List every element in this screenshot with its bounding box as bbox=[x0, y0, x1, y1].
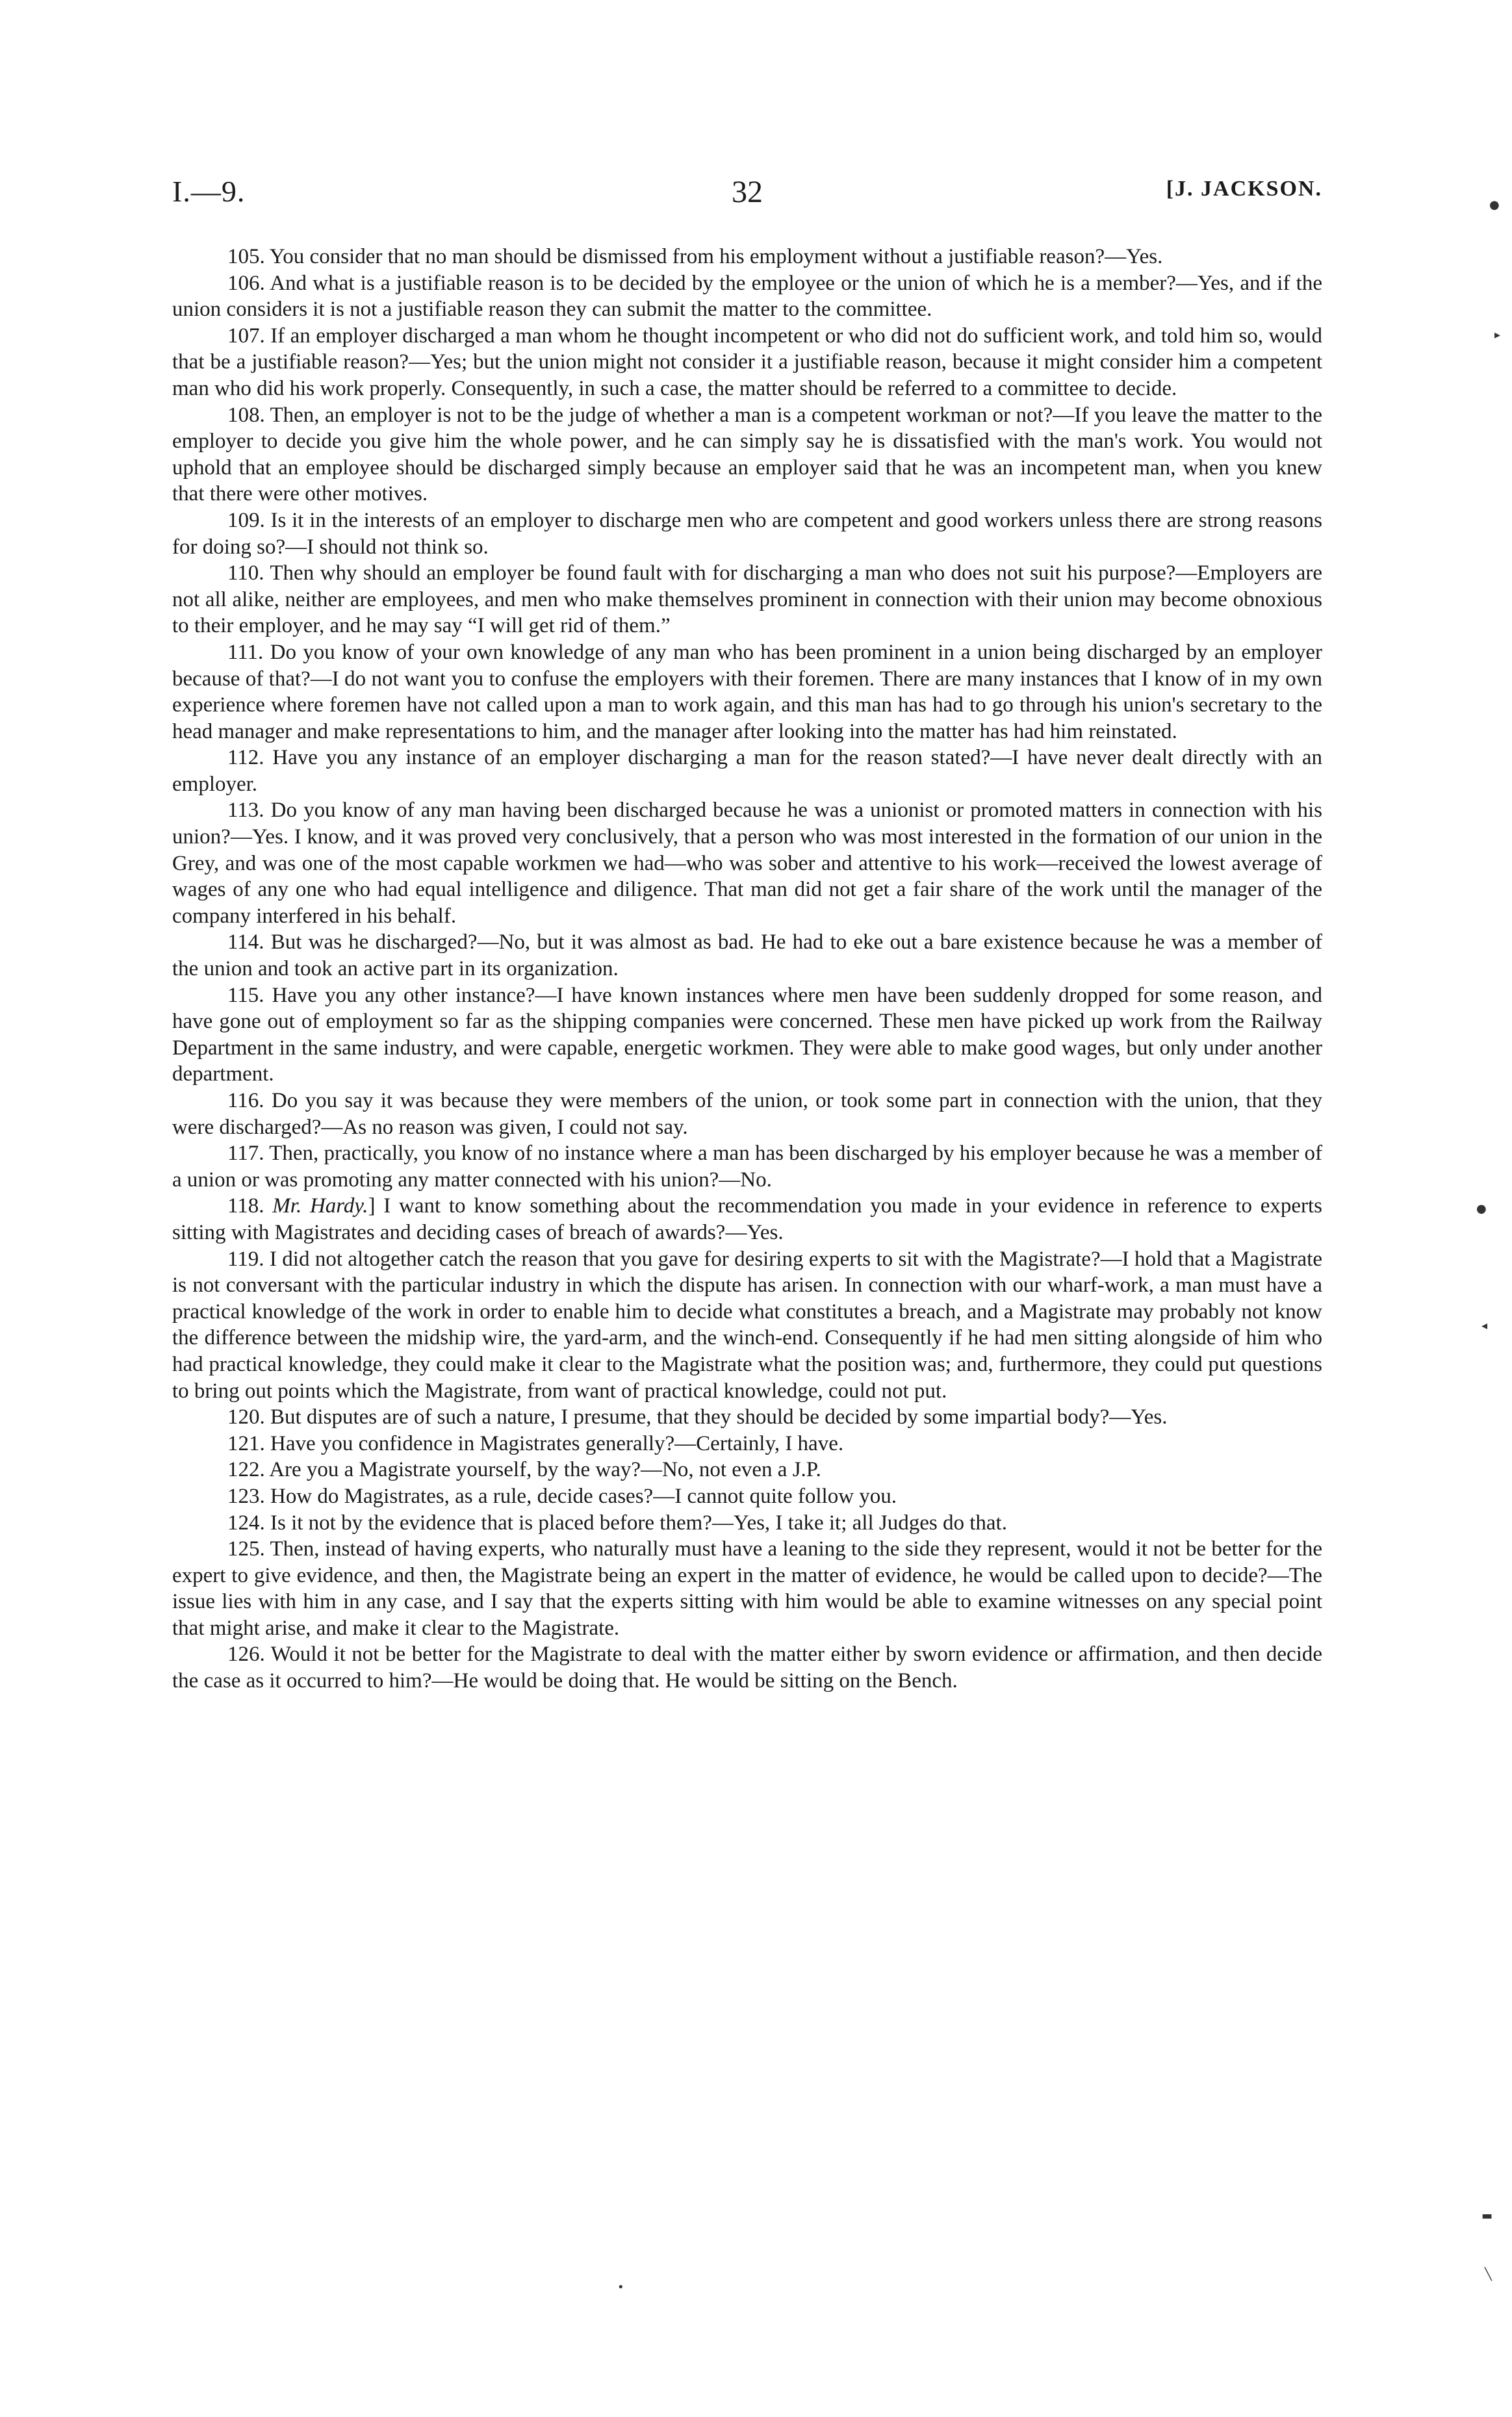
paragraph-text: Have you any instance of an employer discharging a man for the reason stated?—I have never dealt directly with an employer. bbox=[172, 746, 1322, 796]
paragraph-113 bbox=[172, 797, 1322, 929]
paragraph-120 bbox=[172, 1404, 1322, 1431]
paragraph-number: 109. bbox=[227, 508, 265, 532]
paragraph-number: 108. bbox=[227, 403, 265, 427]
scan-speck: ▸ bbox=[1494, 328, 1501, 342]
paragraph-116 bbox=[172, 1088, 1322, 1140]
paragraph-107 bbox=[172, 323, 1322, 402]
witness-name: [J. JACKSON. bbox=[1166, 177, 1322, 201]
paragraph-number: 111. bbox=[227, 640, 264, 664]
paragraph-number: 106. bbox=[227, 271, 265, 295]
scan-speck: ◂ bbox=[1481, 1319, 1488, 1333]
paragraph-text: But disputes are of such a nature, I presume, that they should be decided by some impartial body?—Yes. bbox=[270, 1405, 1168, 1429]
scan-speck: ▬ bbox=[1481, 2209, 1493, 2223]
paragraph-text: I did not altogether catch the reason that you gave for desiring experts to sit with the Magistrate?—I hold that a Magistrate is not conversant with the particular industry in which the dispute has arisen. In connection with our wharf-work, a man must have a practical knowledge of the work in order to enable him to decide what constitutes a breach, and a Magistrate may probably not know the difference between the midship wire, the yard-arm, and the winch-end. Consequently if he had men sitting alongside of him who had practical knowledge, they could make it clear to the Magistrate what the position was; and, furthermore, they could put questions to bring out points which the Magistrate, from want of practical knowledge, could not put. bbox=[172, 1247, 1323, 1403]
paragraph-text: Is it in the interests of an employer to discharge men who are competent and good workers unless there are strong reasons for doing so?—I should not think so. bbox=[172, 508, 1322, 559]
paragraph-number: 110. bbox=[227, 561, 264, 585]
paragraph-109 bbox=[172, 507, 1322, 560]
paragraph-123 bbox=[172, 1483, 1322, 1510]
paragraph-text: Have you any other instance?—I have known instances where men have been suddenly dropped for some reason, and have gone out of employment so far as the shipping companies were concerned. These men have picked up work from the Railway Department in the same industry, and were capable, energetic workmen. They were able to make good wages, but only under another department. bbox=[172, 983, 1322, 1086]
paragraph-text: And what is a justifiable reason is to be decided by the employee or the union of which he is a member?—Yes, and if the union considers it is not a justifiable reason they can submit the matter to the committee. bbox=[172, 271, 1322, 322]
paragraph-112 bbox=[172, 745, 1322, 797]
paragraph-text: Are you a Magistrate yourself, by the way?—No, not even a J.P. bbox=[269, 1458, 821, 1482]
paragraph-text: How do Magistrates, as a rule, decide cases?—I cannot quite follow you. bbox=[270, 1484, 897, 1508]
paragraph-122 bbox=[172, 1457, 1322, 1483]
paragraph-105 bbox=[172, 244, 1322, 270]
scan-speck: ● bbox=[1476, 1202, 1487, 1216]
page-number: 32 bbox=[732, 175, 763, 209]
paragraph-121 bbox=[172, 1431, 1322, 1457]
paragraph-number: 117. bbox=[227, 1142, 264, 1166]
paragraph-106 bbox=[172, 270, 1322, 323]
paragraph-125 bbox=[172, 1536, 1322, 1641]
document-reference: I.—9. bbox=[172, 175, 246, 208]
paragraph-text: Then, practically, you know of no instance where a man has been discharged by his employer because he was a member of a union or was promoting any matter connected with his union?—No. bbox=[172, 1142, 1322, 1192]
paragraph-text: Is it not by the evidence that is placed before them?—Yes, I take it; all Judges do that. bbox=[270, 1511, 1007, 1535]
paragraph-text: Do you know of your own knowledge of any man who has been prominent in a union being discharged by an employer because of that?—I do not want you to confuse the employers with their foremen. There are many instances that I know of in my own experience where foremen have not called upon a man to work again, and this man has had to go through his union's secretary to the head manager and make representations to him, and the manager after looking into the matter has had him reinstated. bbox=[172, 640, 1323, 743]
scan-speck: • bbox=[617, 2281, 624, 2294]
paragraph-text: ] I want to know something about the recommendation you made in your evidence in reference to experts sitting with Magistrates and deciding cases of breach of awards?—Yes. bbox=[172, 1194, 1323, 1244]
paragraph-number: 112. bbox=[227, 746, 264, 770]
paragraph-111 bbox=[172, 639, 1322, 745]
paragraph-117 bbox=[172, 1140, 1322, 1193]
paragraph-number: 119. bbox=[227, 1247, 264, 1271]
paragraph-number: 122. bbox=[227, 1458, 265, 1482]
paragraph-number: 123. bbox=[227, 1484, 265, 1508]
paragraph-text: Do you say it was because they were members of the union, or took some part in connection with the union, that they were discharged?—As no reason was given, I could not say. bbox=[172, 1089, 1322, 1139]
paragraph-number: 121. bbox=[227, 1431, 265, 1455]
paragraph-text: But was he discharged?—No, but it was almost as bad. He had to eke out a bare existence because he was a member of the union and took an active part in its organization. bbox=[172, 930, 1322, 981]
paragraph-text: If an employer discharged a man whom he thought incompetent or who did not do sufficient work, and told him so, would that be a justifiable reason?—Yes; but the union might not consider it a justifiable reason, because it might consider him a competent man who did his work properly. Consequently, in such a case, the matter should be referred to a committee to decide. bbox=[172, 324, 1322, 400]
paragraph-text: Have you confidence in Magistrates generally?—Certainly, I have. bbox=[270, 1431, 844, 1455]
paragraph-number: 114. bbox=[227, 930, 264, 954]
paragraph-115 bbox=[172, 982, 1322, 1088]
scan-speck: ╲ bbox=[1485, 2268, 1492, 2281]
paragraph-number: 118. bbox=[227, 1194, 264, 1218]
paragraph-text: Then, an employer is not to be the judge of whether a man is a competent workman or not?—If you leave the matter to the employer to decide you give him the whole power, and he can simply say he is dissatisfied with the man's work. You would not uphold that an employee should be discharged simply because an employer said that he was an incompetent man, when you knew that there were other motives. bbox=[172, 403, 1323, 506]
paragraph-number: 124. bbox=[227, 1511, 265, 1535]
paragraph-119 bbox=[172, 1246, 1322, 1405]
paragraph-110 bbox=[172, 560, 1322, 639]
paragraph-number: 107. bbox=[227, 324, 265, 348]
paragraph-number: 125. bbox=[227, 1537, 265, 1561]
paragraph-118 bbox=[172, 1193, 1322, 1246]
paragraph-number: 116. bbox=[227, 1089, 264, 1112]
paragraph-124 bbox=[172, 1510, 1322, 1537]
paragraph-126 bbox=[172, 1641, 1322, 1694]
paragraph-text: Then why should an employer be found fault with for discharging a man who does not suit his purpose?—Employers are not all alike, neither are employees, and men who make themselves prominent in connection with their union may become obnoxious to their employer, and he may say “I will get rid of them.” bbox=[172, 561, 1323, 638]
paragraph-text: Would it not be better for the Magistrate to deal with the matter either by sworn evidence or affirmation, and then decide the case as it occurred to him?—He would be doing that. He would be sitting on the Bench. bbox=[172, 1643, 1323, 1693]
paragraph-number: 105. bbox=[227, 245, 265, 268]
scan-speck: ● bbox=[1489, 198, 1500, 212]
paragraph-text: You consider that no man should be dismissed from his employment without a justifiable reason?—Yes. bbox=[269, 245, 1163, 268]
paragraph-108 bbox=[172, 402, 1322, 507]
page-header bbox=[172, 174, 1322, 220]
paragraph-number: 113. bbox=[227, 799, 264, 823]
paragraph-text: Then, instead of having experts, who naturally must have a leaning to the side they represent, would it not be better for the expert to give evidence, and then, the Magistrate being an expert in the matter of evidence, he would be called upon to decide?—The issue lies with him in any case, and I say that the experts sitting with him would be able to examine witnesses on any special point that might arise, and make it clear to the Magistrate. bbox=[172, 1537, 1322, 1640]
speaker-name: Mr. Hardy. bbox=[272, 1194, 368, 1218]
testimony-body bbox=[172, 244, 1322, 1694]
paragraph-number: 115. bbox=[227, 983, 264, 1007]
paragraph-114 bbox=[172, 929, 1322, 982]
paragraph-number: 126. bbox=[227, 1643, 265, 1667]
paragraph-number: 120. bbox=[227, 1405, 265, 1429]
paragraph-text: Do you know of any man having been discharged because he was a unionist or promoted matters in connection with his union?—Yes. I know, and it was proved very conclusively, that a person who was most interested in the formation of our union in the Grey, and was one of the most capable workmen we had—who was sober and attentive to his work—received the lowest average of wages of any one who had equal intelligence and diligence. That man did not get a fair share of the work until the manager of the company interfered in his behalf. bbox=[172, 799, 1322, 928]
